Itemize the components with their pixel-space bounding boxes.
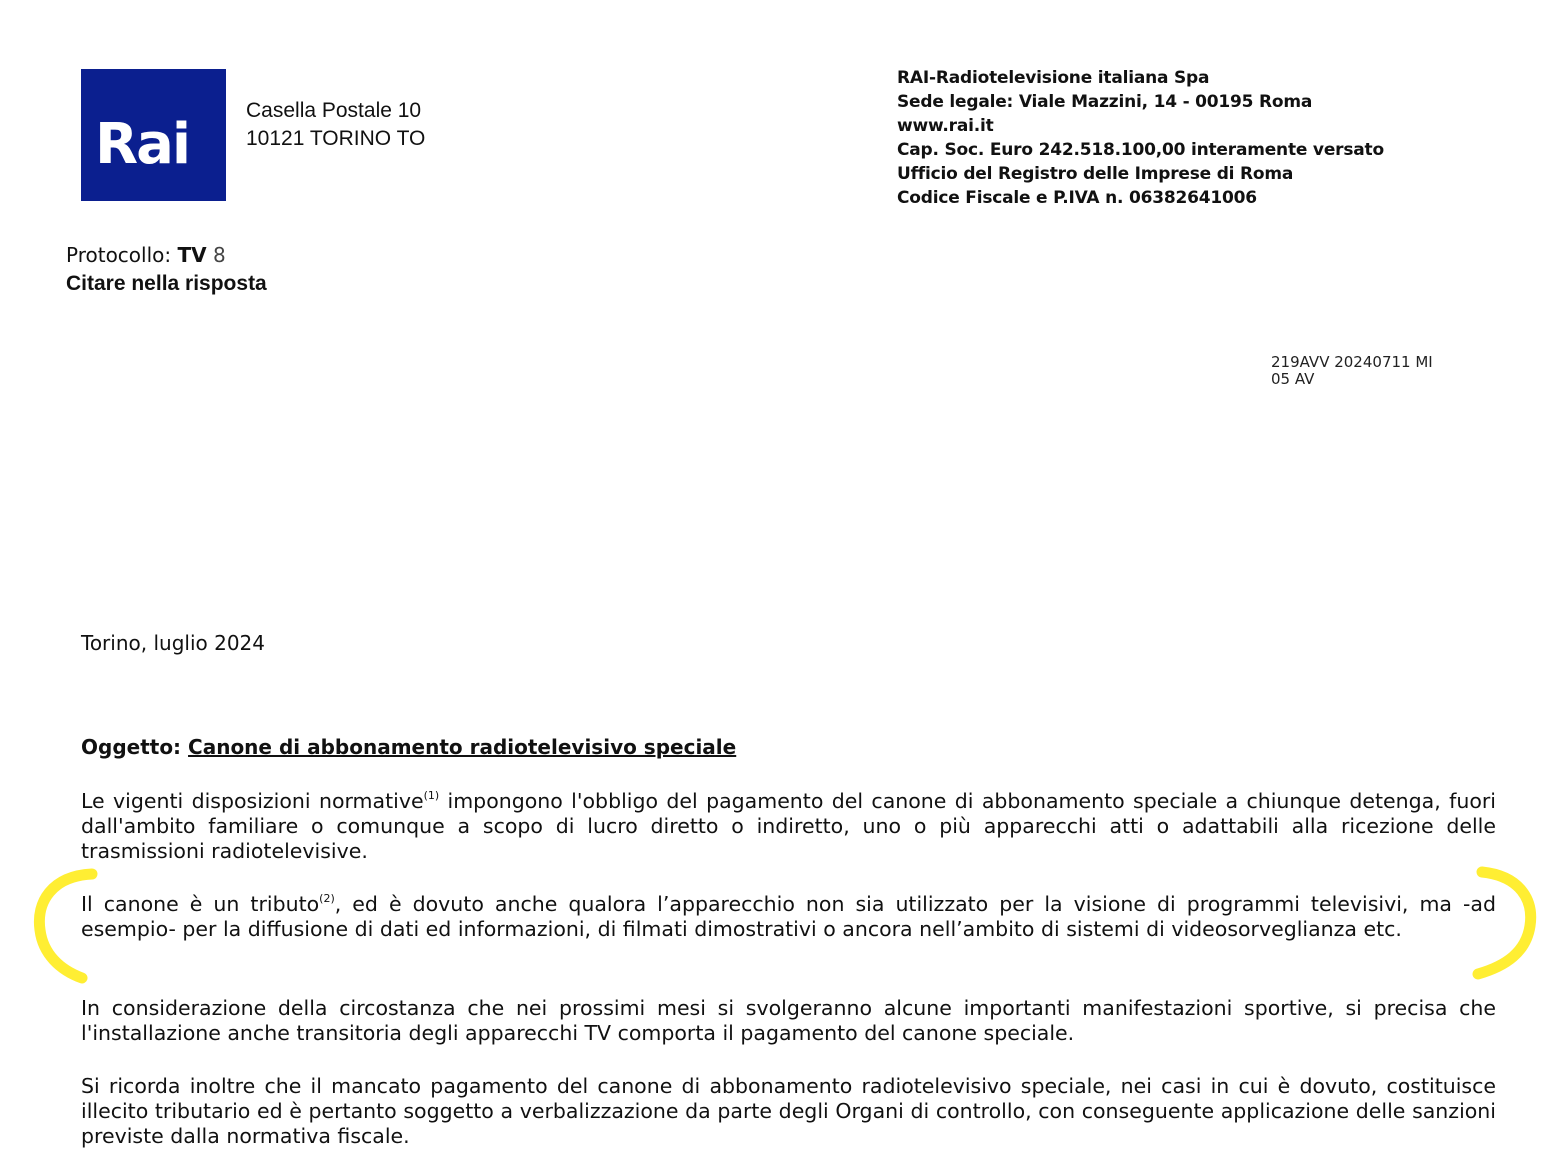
footnote-ref-1: (1) bbox=[423, 789, 440, 802]
company-address: Sede legale: Viale Mazzini, 14 - 00195 Roma bbox=[897, 92, 1313, 112]
p2-text-a: Il canone è un tributo bbox=[81, 892, 320, 916]
company-tax-id: Codice Fiscale e P.IVA n. 06382641006 bbox=[897, 188, 1257, 208]
reference-line-1: 219AVV 20240711 MI bbox=[1271, 353, 1433, 371]
rai-logo-text: Rai bbox=[95, 112, 190, 177]
protocol-line bbox=[66, 241, 226, 269]
p1-text-a: Le vigenti disposizioni normative bbox=[81, 789, 424, 813]
cite-in-reply: Citare nella risposta bbox=[66, 272, 267, 295]
postal-line-2: 10121 TORINO TO bbox=[246, 127, 426, 150]
reference-line-2: 05 AV bbox=[1271, 370, 1315, 388]
rai-logo-mark bbox=[81, 69, 226, 201]
paragraph-3: In considerazione della circostanza che nei prossimi mesi si svolgeranno alcune importanti manifestazioni sportive, si precisa che l'installazione anche transitoria degli apparecchi TV comporta il pagamento del canone speciale. bbox=[81, 996, 1496, 1045]
paragraph-4: Si ricorda inoltre che il mancato pagamento del canone di abbonamento radiotelevisivo speciale, nei casi in cui è dovuto, costituisce illecito tributario ed è pertanto soggetto a verbalizzazione da parte degli Organi di controllo, con conseguente applicazione delle sanzioni previste dalla normativa fiscale. bbox=[81, 1074, 1496, 1148]
postal-address bbox=[246, 97, 425, 153]
paragraph-2 bbox=[81, 892, 1496, 942]
subject-label: Oggetto: bbox=[81, 735, 189, 759]
company-registry: Ufficio del Registro delle Imprese di Roma bbox=[897, 164, 1294, 184]
rai-logo bbox=[81, 69, 226, 201]
protocol-truncated: 8 bbox=[212, 243, 226, 267]
paragraph-1 bbox=[81, 789, 1496, 864]
p2-text-b: , ed è dovuto anche qualora l’apparecchio non sia utilizzato per la visione di programmi televisivi, ma -ad esempio- per la diffusione di dati ed informazioni, di filmati dimostrativi o ancora nell’ambito di sistemi di videosorveglianza etc. bbox=[81, 892, 1496, 941]
company-info bbox=[897, 66, 1384, 210]
footnote-ref-2: (2) bbox=[319, 892, 335, 905]
subject-line bbox=[81, 735, 736, 759]
place-date: Torino, luglio 2024 bbox=[81, 631, 265, 655]
subject-title: Canone di abbonamento radiotelevisivo speciale bbox=[188, 735, 737, 759]
company-capital: Cap. Soc. Euro 242.518.100,00 interamente versato bbox=[897, 140, 1384, 160]
highlight-bracket-left bbox=[22, 862, 102, 987]
company-name: RAI-Radiotelevisione italiana Spa bbox=[897, 68, 1210, 88]
p1-text-b: impongono l'obbligo del pagamento del canone di abbonamento speciale a chiunque detenga, fuori dall'ambito familiare o comunque a scopo di lucro diretto o indiretto, uno o più apparecchi atti o adattabili alla ricezione delle trasmissioni radiotelevisive. bbox=[81, 789, 1496, 863]
protocol-code: TV bbox=[177, 243, 207, 267]
protocol-label: Protocollo: bbox=[66, 243, 178, 267]
highlight-bracket-right bbox=[1460, 860, 1550, 985]
postal-line-1: Casella Postale 10 bbox=[246, 99, 422, 122]
company-website: www.rai.it bbox=[897, 116, 994, 136]
reference-code bbox=[1271, 354, 1433, 388]
